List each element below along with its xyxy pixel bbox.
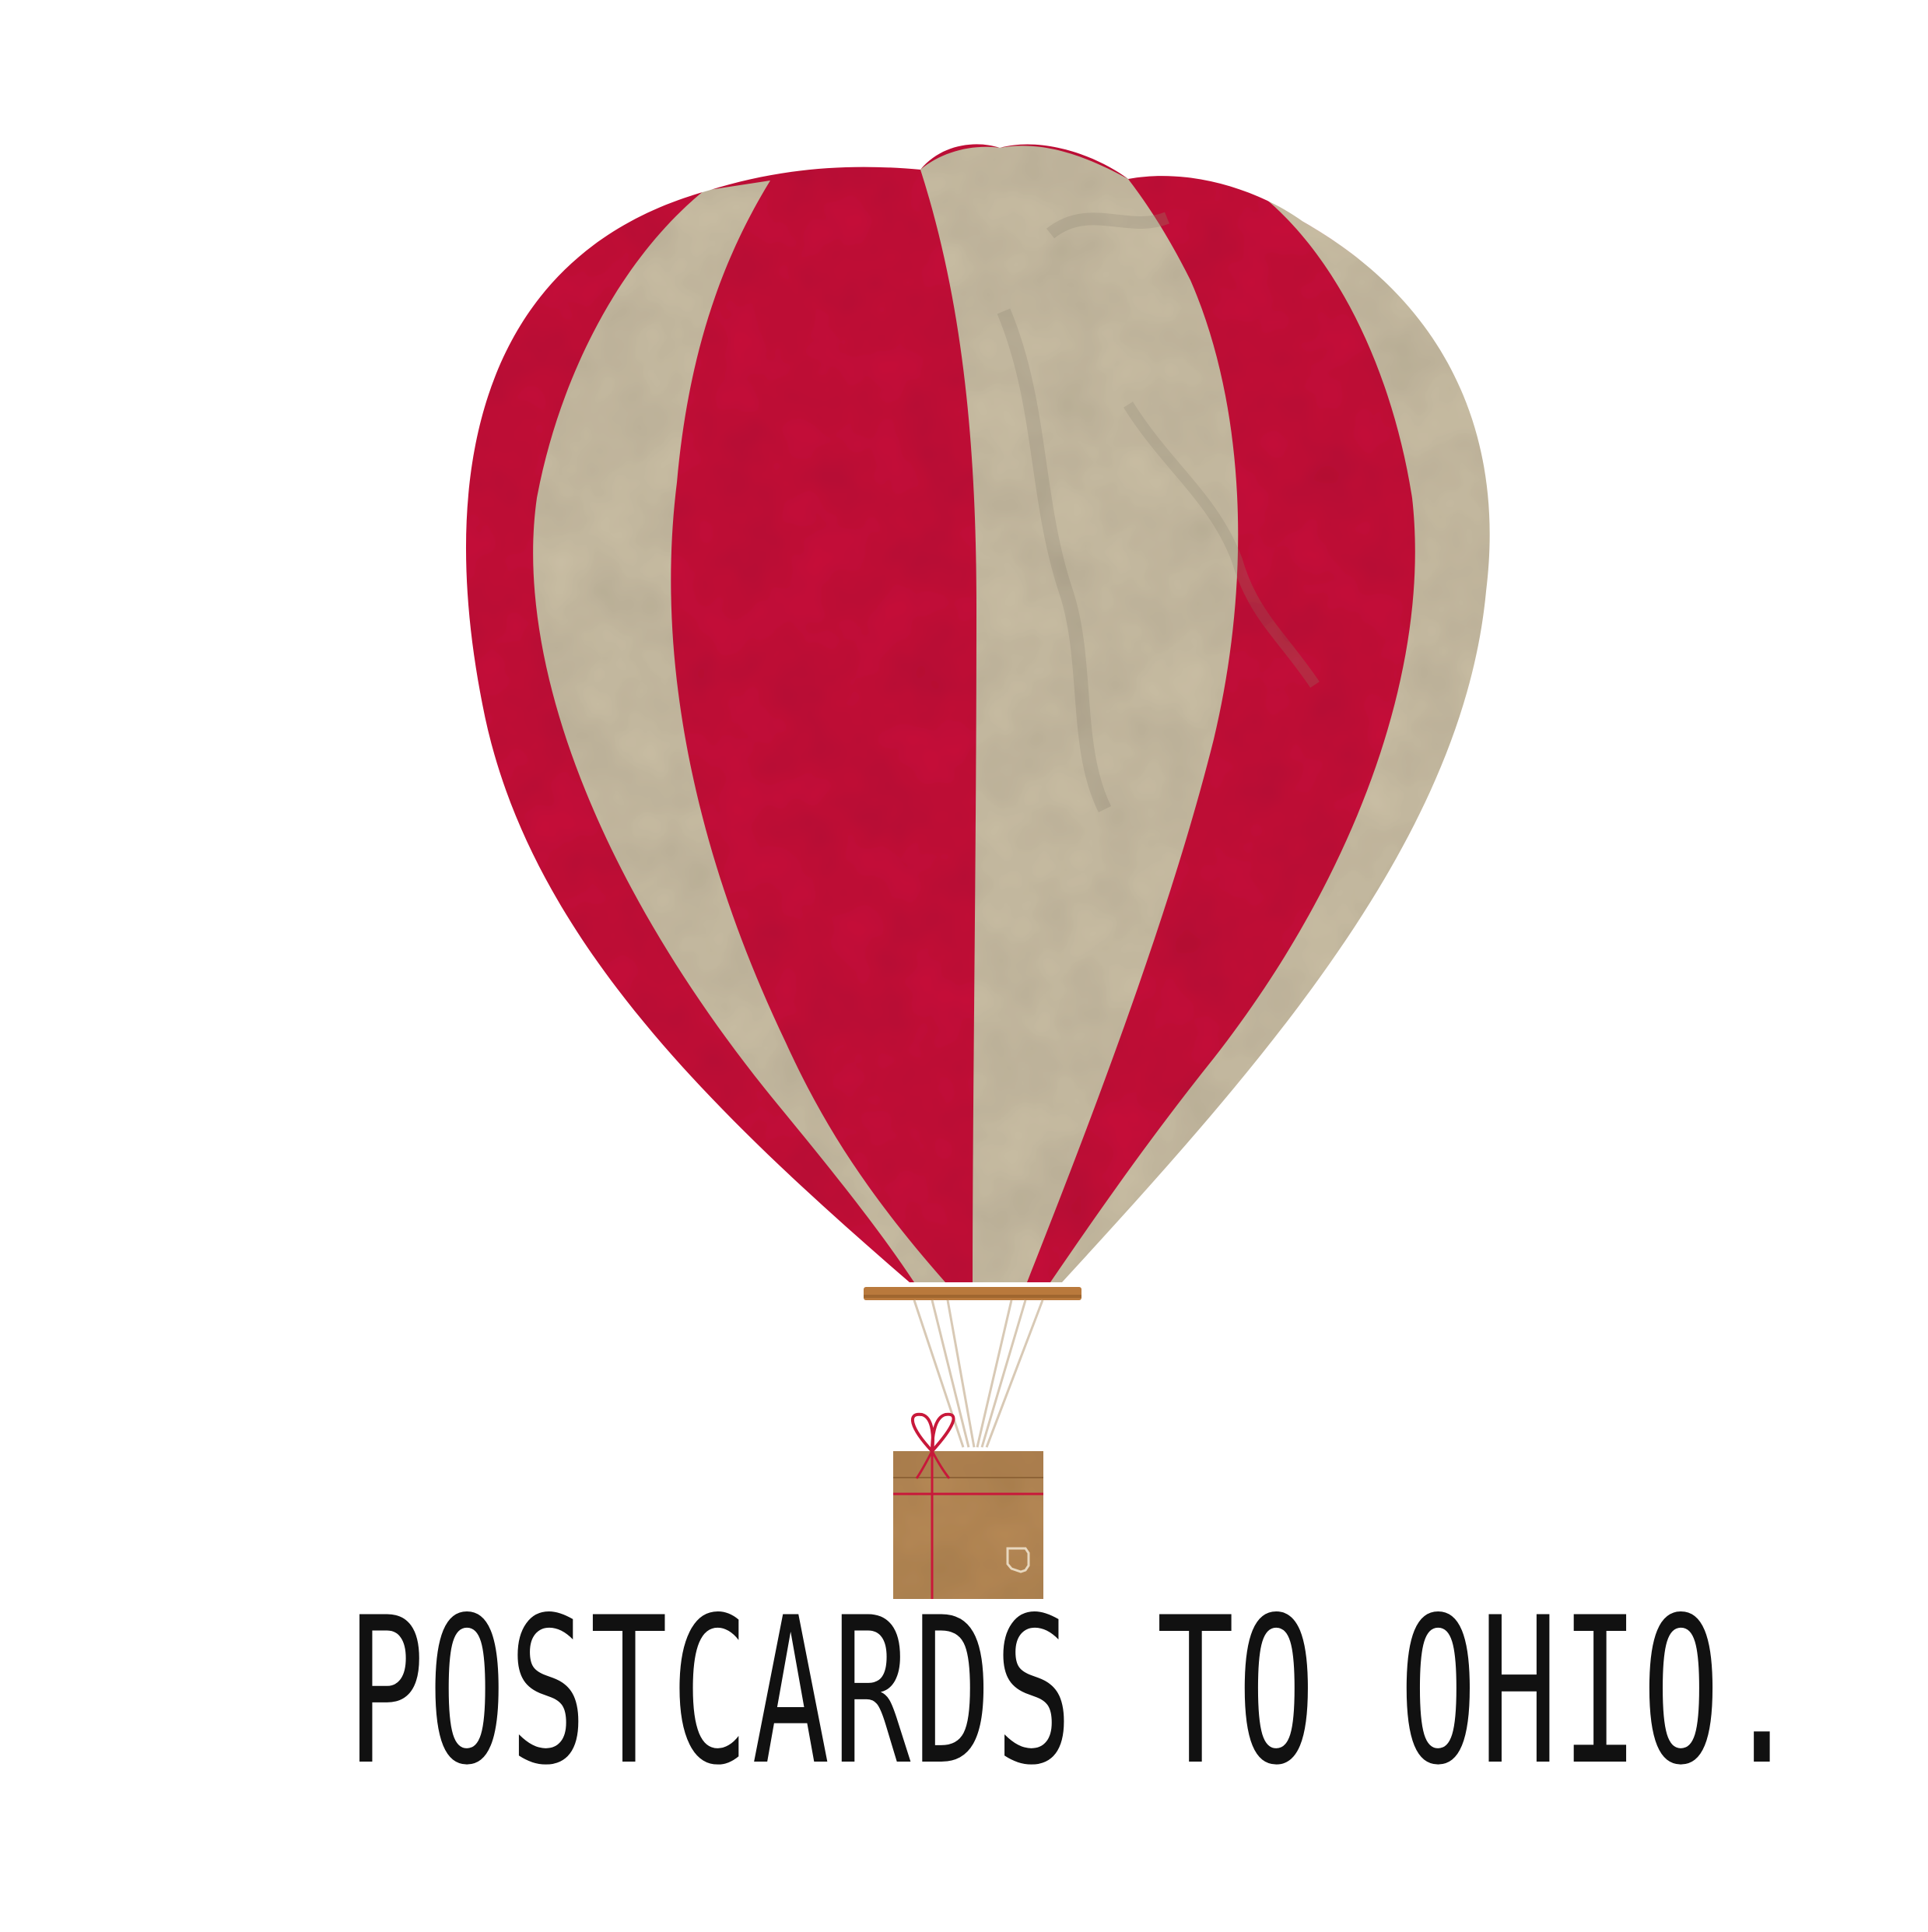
basket-ropes bbox=[914, 1300, 1043, 1447]
bow-right bbox=[932, 1415, 954, 1451]
wooden-bar bbox=[864, 1287, 1081, 1300]
page-title: POSTCARDS TO OHIO. bbox=[347, 1575, 1804, 1810]
bow-left bbox=[913, 1415, 933, 1451]
balloon-envelope bbox=[436, 117, 1525, 1299]
